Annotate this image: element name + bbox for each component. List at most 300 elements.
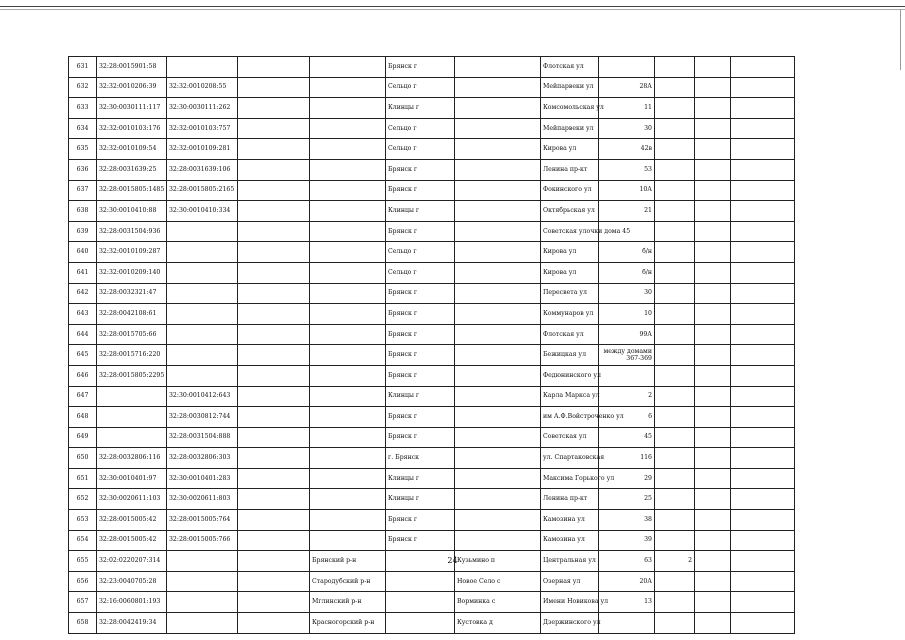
building-cell	[655, 159, 695, 180]
street-cell: Камозина ул	[541, 530, 599, 551]
empty-cell	[695, 304, 731, 325]
district-cell	[310, 77, 386, 98]
district-cell	[310, 448, 386, 469]
table-row	[69, 324, 795, 345]
street-cell: Ленина пр-кт	[541, 489, 599, 510]
district-cell	[310, 489, 386, 510]
city-cell: Сельцо г	[386, 77, 455, 98]
district-cell	[310, 345, 386, 366]
page-number: 24	[447, 556, 458, 565]
row-number-cell: 633	[69, 98, 97, 119]
row-number-cell: 650	[69, 448, 97, 469]
row-number-cell: 642	[69, 283, 97, 304]
street-cell: Фокинского ул	[541, 180, 599, 201]
locality-cell	[455, 345, 541, 366]
empty-cell	[238, 77, 310, 98]
page-edge-mark	[900, 10, 901, 70]
city-cell: Брянск г	[386, 407, 455, 428]
table-row	[69, 180, 795, 201]
row-number-cell: 636	[69, 159, 97, 180]
row-number-cell: 653	[69, 510, 97, 531]
row-number-cell: 657	[69, 592, 97, 613]
city-cell: Брянск г	[386, 345, 455, 366]
parcel-cadastral-number-cell	[167, 304, 238, 325]
locality-cell	[455, 530, 541, 551]
empty-cell	[731, 159, 795, 180]
house-number-cell: 42в	[599, 139, 655, 160]
parcel-cadastral-number-cell	[167, 242, 238, 263]
parcel-cadastral-number-cell: 32:28:0015805:2165	[167, 180, 238, 201]
cadastral-number-cell: 32:28:0042108:61	[97, 304, 167, 325]
street-cell: Мейпарвеки ул	[541, 77, 599, 98]
city-cell: Брянск г	[386, 365, 455, 386]
empty-cell	[695, 77, 731, 98]
empty-cell	[238, 139, 310, 160]
parcel-cadastral-number-cell	[167, 571, 238, 592]
cadastral-number-cell: 32:32:0010109:287	[97, 242, 167, 263]
page-top-rule-thin	[0, 9, 905, 10]
locality-cell	[455, 242, 541, 263]
street-cell: Федюнинского ул	[541, 365, 599, 386]
empty-cell	[238, 159, 310, 180]
cadastral-number-cell: 32:28:0015005:42	[97, 530, 167, 551]
street-cell: Кирова ул	[541, 242, 599, 263]
row-number-cell: 651	[69, 468, 97, 489]
cadastral-number-cell: 32:30:0010401:97	[97, 468, 167, 489]
district-cell	[310, 510, 386, 531]
row-number-cell: 649	[69, 427, 97, 448]
cadastral-number-cell: 32:30:0030111:117	[97, 98, 167, 119]
empty-cell	[695, 592, 731, 613]
table-row	[69, 77, 795, 98]
district-cell	[310, 159, 386, 180]
empty-cell	[238, 530, 310, 551]
row-number-cell: 658	[69, 613, 97, 634]
parcel-cadastral-number-cell	[167, 57, 238, 78]
row-number-cell: 655	[69, 551, 97, 572]
street-cell: Бежицкая ул	[541, 345, 599, 366]
cadastral-number-cell: 32:28:0015705:66	[97, 324, 167, 345]
parcel-cadastral-number-cell	[167, 324, 238, 345]
locality-cell: Новое Село с	[455, 571, 541, 592]
empty-cell	[238, 489, 310, 510]
row-number-cell: 632	[69, 77, 97, 98]
city-cell: Брянск г	[386, 304, 455, 325]
empty-cell	[731, 98, 795, 119]
city-cell	[386, 613, 455, 634]
parcel-cadastral-number-cell	[167, 613, 238, 634]
house-number-cell: 30	[599, 118, 655, 139]
street-cell: Карла Маркса ул	[541, 386, 599, 407]
parcel-cadastral-number-cell	[167, 345, 238, 366]
locality-cell	[455, 324, 541, 345]
cadastral-number-cell: 32:16:0060801:193	[97, 592, 167, 613]
parcel-cadastral-number-cell: 32:28:0015005:764	[167, 510, 238, 531]
parcel-cadastral-number-cell: 32:28:0031639:106	[167, 159, 238, 180]
locality-cell	[455, 448, 541, 469]
building-cell	[655, 324, 695, 345]
empty-cell	[731, 118, 795, 139]
locality-cell	[455, 77, 541, 98]
cadastral-number-cell: 32:28:0032806:116	[97, 448, 167, 469]
empty-cell	[695, 510, 731, 531]
city-cell: Клинцы г	[386, 386, 455, 407]
building-cell	[655, 427, 695, 448]
cadastral-number-cell: 32:28:0031639:25	[97, 159, 167, 180]
house-number-cell: 10	[599, 304, 655, 325]
empty-cell	[731, 345, 795, 366]
house-number-cell: 2	[599, 386, 655, 407]
locality-cell	[455, 510, 541, 531]
empty-cell	[731, 77, 795, 98]
empty-cell	[695, 365, 731, 386]
empty-cell	[695, 468, 731, 489]
cadastral-number-cell: 32:32:0010209:140	[97, 262, 167, 283]
empty-cell	[695, 159, 731, 180]
building-cell	[655, 304, 695, 325]
locality-cell	[455, 118, 541, 139]
table-row	[69, 530, 795, 551]
row-number-cell: 641	[69, 262, 97, 283]
empty-cell	[731, 448, 795, 469]
empty-cell	[731, 571, 795, 592]
building-cell	[655, 530, 695, 551]
empty-cell	[695, 201, 731, 222]
house-number-cell	[599, 57, 655, 78]
parcel-cadastral-number-cell: 32:30:0020611:803	[167, 489, 238, 510]
empty-cell	[238, 118, 310, 139]
row-number-cell: 631	[69, 57, 97, 78]
building-cell	[655, 98, 695, 119]
locality-cell	[455, 365, 541, 386]
district-cell	[310, 530, 386, 551]
table-row	[69, 139, 795, 160]
empty-cell	[695, 530, 731, 551]
district-cell	[310, 221, 386, 242]
table-row	[69, 427, 795, 448]
empty-cell	[238, 57, 310, 78]
building-cell	[655, 386, 695, 407]
empty-cell	[731, 242, 795, 263]
city-cell	[386, 592, 455, 613]
registry-body	[69, 57, 795, 634]
building-cell	[655, 139, 695, 160]
district-cell	[310, 242, 386, 263]
house-number-cell: б/н	[599, 262, 655, 283]
house-number-cell: 21	[599, 201, 655, 222]
table-row	[69, 345, 795, 366]
city-cell: Брянск г	[386, 180, 455, 201]
empty-cell	[695, 98, 731, 119]
cadastral-number-cell: 32:30:0020611:103	[97, 489, 167, 510]
row-number-cell: 656	[69, 571, 97, 592]
empty-cell	[238, 304, 310, 325]
empty-cell	[731, 468, 795, 489]
empty-cell	[695, 242, 731, 263]
empty-cell	[731, 386, 795, 407]
street-cell: Кирова ул	[541, 262, 599, 283]
table-row	[69, 489, 795, 510]
row-number-cell: 645	[69, 345, 97, 366]
empty-cell	[695, 262, 731, 283]
row-number-cell: 654	[69, 530, 97, 551]
locality-cell	[455, 468, 541, 489]
cadastral-number-cell: 32:30:0010410:88	[97, 201, 167, 222]
city-cell: Сельцо г	[386, 139, 455, 160]
table-row	[69, 386, 795, 407]
registry-table	[68, 56, 795, 634]
cadastral-number-cell: 32:32:0010206:39	[97, 77, 167, 98]
building-cell	[655, 468, 695, 489]
parcel-cadastral-number-cell: 32:30:0010412:643	[167, 386, 238, 407]
parcel-cadastral-number-cell: 32:28:0015005:766	[167, 530, 238, 551]
empty-cell	[731, 510, 795, 531]
city-cell: г. Брянск	[386, 448, 455, 469]
house-number-cell: 29	[599, 468, 655, 489]
house-number-cell	[599, 365, 655, 386]
street-cell: Мейпарвеки ул	[541, 118, 599, 139]
empty-cell	[695, 489, 731, 510]
parcel-cadastral-number-cell: 32:32:0010109:281	[167, 139, 238, 160]
empty-cell	[238, 262, 310, 283]
cadastral-number-cell: 32:28:0031504:936	[97, 221, 167, 242]
parcel-cadastral-number-cell: 32:32:0010208:55	[167, 77, 238, 98]
empty-cell	[731, 365, 795, 386]
city-cell: Сельцо г	[386, 242, 455, 263]
row-number-cell: 646	[69, 365, 97, 386]
district-cell	[310, 324, 386, 345]
district-cell: Мглинский р-н	[310, 592, 386, 613]
empty-cell	[695, 283, 731, 304]
locality-cell	[455, 427, 541, 448]
parcel-cadastral-number-cell: 32:32:0010103:757	[167, 118, 238, 139]
empty-cell	[695, 324, 731, 345]
building-cell	[655, 489, 695, 510]
city-cell: Брянск г	[386, 283, 455, 304]
house-number-cell: 45	[599, 427, 655, 448]
parcel-cadastral-number-cell	[167, 365, 238, 386]
empty-cell	[731, 427, 795, 448]
empty-cell	[731, 304, 795, 325]
street-cell: Озерная ул	[541, 571, 599, 592]
cadastral-number-cell: 32:32:0010109:54	[97, 139, 167, 160]
empty-cell	[238, 386, 310, 407]
empty-cell	[731, 262, 795, 283]
street-cell: Комсомольская ул	[541, 98, 599, 119]
street-cell: Советская ул	[541, 427, 599, 448]
table-row	[69, 304, 795, 325]
building-cell	[655, 613, 695, 634]
empty-cell	[731, 57, 795, 78]
table-row	[69, 407, 795, 428]
house-number-cell: 116	[599, 448, 655, 469]
empty-cell	[238, 510, 310, 531]
empty-cell	[238, 613, 310, 634]
parcel-cadastral-number-cell: 32:30:0010410:334	[167, 201, 238, 222]
empty-cell	[238, 427, 310, 448]
locality-cell: Кузьмино п	[455, 551, 541, 572]
house-number-cell: 63	[599, 551, 655, 572]
cadastral-number-cell: 32:02:0220207:314	[97, 551, 167, 572]
district-cell	[310, 468, 386, 489]
empty-cell	[731, 180, 795, 201]
table-row	[69, 242, 795, 263]
table-row	[69, 571, 795, 592]
empty-cell	[731, 489, 795, 510]
building-cell	[655, 345, 695, 366]
table-row	[69, 57, 795, 78]
district-cell	[310, 118, 386, 139]
row-number-cell: 638	[69, 201, 97, 222]
parcel-cadastral-number-cell: 32:28:0031504:888	[167, 427, 238, 448]
district-cell	[310, 201, 386, 222]
cadastral-number-cell: 32:28:0015805:1485	[97, 180, 167, 201]
street-cell: Максима Горького ул	[541, 468, 599, 489]
page-top-rule	[0, 6, 905, 7]
house-number-cell: 11	[599, 98, 655, 119]
empty-cell	[695, 180, 731, 201]
empty-cell	[238, 180, 310, 201]
empty-cell	[695, 386, 731, 407]
table-row	[69, 201, 795, 222]
house-number-cell: 38	[599, 510, 655, 531]
street-cell: Дзержинского ул	[541, 613, 599, 634]
locality-cell	[455, 221, 541, 242]
parcel-cadastral-number-cell: 32:28:0030812:744	[167, 407, 238, 428]
house-number-cell: 20А	[599, 571, 655, 592]
empty-cell	[731, 407, 795, 428]
parcel-cadastral-number-cell	[167, 592, 238, 613]
empty-cell	[731, 201, 795, 222]
row-number-cell: 652	[69, 489, 97, 510]
table-row	[69, 98, 795, 119]
locality-cell	[455, 262, 541, 283]
row-number-cell: 643	[69, 304, 97, 325]
building-cell	[655, 180, 695, 201]
empty-cell	[695, 448, 731, 469]
building-cell	[655, 221, 695, 242]
city-cell: Брянск г	[386, 324, 455, 345]
building-cell	[655, 262, 695, 283]
cadastral-number-cell: 32:32:0010103:176	[97, 118, 167, 139]
building-cell	[655, 592, 695, 613]
empty-cell	[695, 139, 731, 160]
street-cell: Советская улочки дома 45	[541, 221, 599, 242]
house-number-cell: 39	[599, 530, 655, 551]
cadastral-number-cell	[97, 386, 167, 407]
city-cell: Брянск г	[386, 427, 455, 448]
empty-cell	[238, 571, 310, 592]
locality-cell	[455, 180, 541, 201]
district-cell	[310, 139, 386, 160]
building-cell	[655, 283, 695, 304]
house-number-cell: 13	[599, 592, 655, 613]
locality-cell	[455, 201, 541, 222]
locality-cell	[455, 139, 541, 160]
building-cell	[655, 448, 695, 469]
table-row	[69, 448, 795, 469]
house-number-cell: 99А	[599, 324, 655, 345]
building-cell	[655, 407, 695, 428]
district-cell: Стародубский р-н	[310, 571, 386, 592]
row-number-cell: 634	[69, 118, 97, 139]
cadastral-number-cell: 32:28:0015805:2295	[97, 365, 167, 386]
district-cell	[310, 57, 386, 78]
house-number-cell: 10А	[599, 180, 655, 201]
house-number-cell: 25	[599, 489, 655, 510]
empty-cell	[731, 592, 795, 613]
empty-cell	[238, 345, 310, 366]
empty-cell	[695, 407, 731, 428]
locality-cell	[455, 98, 541, 119]
street-cell: Коммунаров ул	[541, 304, 599, 325]
locality-cell	[455, 57, 541, 78]
table-row	[69, 468, 795, 489]
cadastral-number-cell: 32:28:0015901:58	[97, 57, 167, 78]
building-cell	[655, 510, 695, 531]
district-cell	[310, 283, 386, 304]
district-cell	[310, 304, 386, 325]
district-cell	[310, 427, 386, 448]
city-cell	[386, 571, 455, 592]
street-cell: Камозина ул	[541, 510, 599, 531]
cadastral-number-cell: 32:23:0040705:28	[97, 571, 167, 592]
empty-cell	[238, 201, 310, 222]
street-cell: Кирова ул	[541, 139, 599, 160]
empty-cell	[238, 407, 310, 428]
empty-cell	[695, 221, 731, 242]
building-cell: 2	[655, 551, 695, 572]
district-cell	[310, 98, 386, 119]
empty-cell	[695, 571, 731, 592]
row-number-cell: 647	[69, 386, 97, 407]
cadastral-number-cell: 32:28:0032321:47	[97, 283, 167, 304]
parcel-cadastral-number-cell	[167, 262, 238, 283]
empty-cell	[238, 324, 310, 345]
table-row	[69, 613, 795, 634]
house-number-cell: 6	[599, 407, 655, 428]
district-cell	[310, 365, 386, 386]
cadastral-number-cell: 32:28:0015005:42	[97, 510, 167, 531]
district-cell	[310, 262, 386, 283]
street-cell: им А.Ф.Войстроченко ул	[541, 407, 599, 428]
district-cell: Красногорский р-н	[310, 613, 386, 634]
locality-cell	[455, 159, 541, 180]
district-cell	[310, 180, 386, 201]
locality-cell: Кустовка д	[455, 613, 541, 634]
house-number-cell: 53	[599, 159, 655, 180]
locality-cell: Ворминка с	[455, 592, 541, 613]
street-cell: Центральная ул	[541, 551, 599, 572]
cadastral-number-cell: 32:28:0015716:220	[97, 345, 167, 366]
row-number-cell: 644	[69, 324, 97, 345]
building-cell	[655, 242, 695, 263]
district-cell: Брянский р-н	[310, 551, 386, 572]
empty-cell	[695, 345, 731, 366]
table-row	[69, 365, 795, 386]
street-cell: Флотская ул	[541, 57, 599, 78]
table-row	[69, 510, 795, 531]
street-cell: ул. Спартаковская	[541, 448, 599, 469]
parcel-cadastral-number-cell: 32:28:0032806:303	[167, 448, 238, 469]
city-cell: Клинцы г	[386, 98, 455, 119]
empty-cell	[731, 613, 795, 634]
house-number-cell: между домами 367-369	[599, 345, 655, 366]
empty-cell	[731, 221, 795, 242]
table-row	[69, 221, 795, 242]
row-number-cell: 635	[69, 139, 97, 160]
empty-cell	[731, 530, 795, 551]
